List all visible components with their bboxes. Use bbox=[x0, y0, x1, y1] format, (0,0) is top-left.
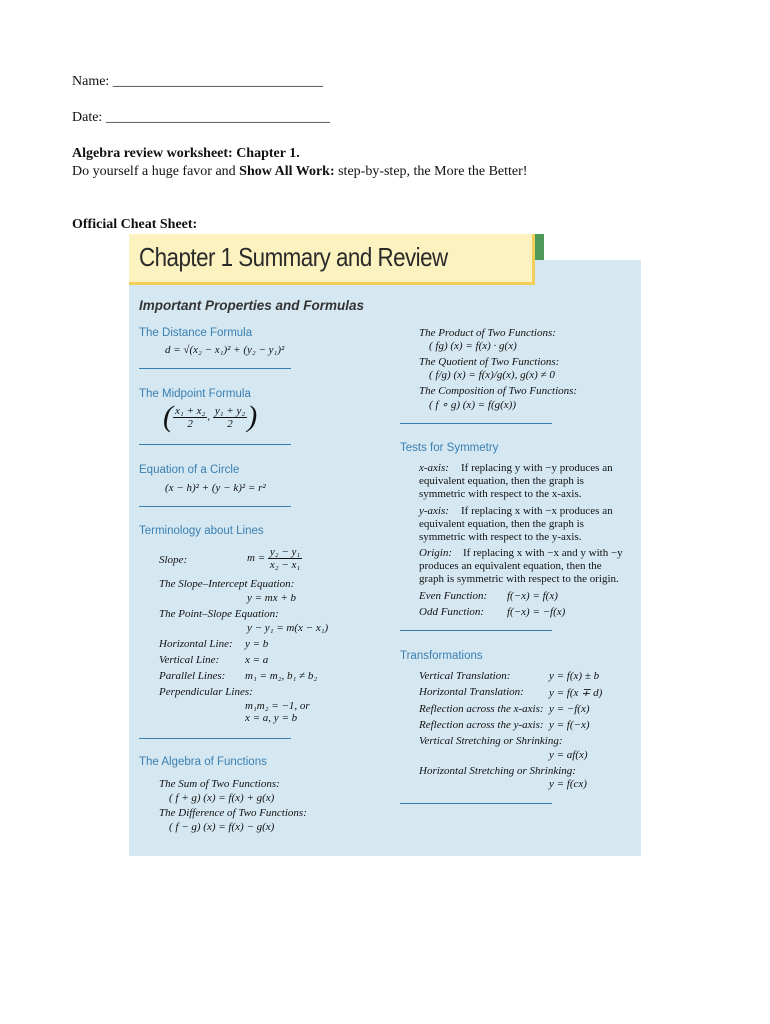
quotient-eq: ( f/g) (x) = f(x)/g(x), g(x) ≠ 0 bbox=[429, 369, 555, 381]
product-eq: ( fg) (x) = f(x) · g(x) bbox=[429, 340, 517, 352]
reflection-y-label: Reflection across the y-axis: bbox=[419, 719, 544, 731]
horizontal-translation-label: Horizontal Translation: bbox=[419, 686, 524, 698]
vertical-line-eq: x = a bbox=[245, 654, 269, 666]
slope-num: y₂ − y₁ bbox=[269, 546, 301, 558]
lines-heading: Terminology about Lines bbox=[139, 525, 264, 537]
divider bbox=[400, 803, 552, 804]
origin-text-1: If replacing x with −x and y with −y bbox=[463, 547, 623, 559]
x-axis-text-3: symmetric with respect to the x-axis. bbox=[419, 488, 582, 500]
vertical-line-label: Vertical Line: bbox=[159, 654, 220, 666]
difference-label: The Difference of Two Functions: bbox=[159, 807, 307, 819]
midpoint-heading: The Midpoint Formula bbox=[139, 388, 251, 400]
parallel-lines-label: Parallel Lines: bbox=[159, 670, 226, 682]
y-axis-text-2: equivalent equation, then the graph is bbox=[419, 518, 584, 530]
horizontal-stretch-label: Horizontal Stretching or Shrinking: bbox=[419, 765, 576, 777]
y-axis-text-3: symmetric with respect to the y-axis. bbox=[419, 531, 582, 543]
x-axis-text-2: equivalent equation, then the graph is bbox=[419, 475, 584, 487]
horizontal-stretch-eq: y = f(cx) bbox=[549, 778, 587, 790]
perpendicular-lines-eq2: x = a, y = b bbox=[245, 712, 298, 724]
instruction-line bbox=[72, 164, 527, 180]
cheat-sheet-label: Official Cheat Sheet: bbox=[72, 217, 198, 232]
divider bbox=[400, 423, 552, 424]
name-blank[interactable]: ______________________________ bbox=[112, 74, 323, 89]
midpoint-den-x: 2 bbox=[187, 417, 193, 430]
perpendicular-lines-eq1: m₁m₂ = −1, or bbox=[245, 700, 310, 712]
reflection-y-eq: y = f(−x) bbox=[549, 719, 590, 731]
origin-text-3: graph is symmetric with respect to the origin. bbox=[419, 573, 619, 585]
composition-eq: ( f ∘ g) (x) = f(g(x)) bbox=[429, 399, 516, 411]
algebra-heading: The Algebra of Functions bbox=[139, 756, 267, 768]
horizontal-translation-eq: y = f(x ∓ d) bbox=[549, 687, 603, 699]
vertical-stretch-label: Vertical Stretching or Shrinking: bbox=[419, 735, 563, 747]
worksheet-title: Algebra review worksheet: Chapter 1. bbox=[72, 146, 300, 161]
x-axis-text-1: If replacing y with −y produces an bbox=[461, 462, 613, 474]
distance-heading: The Distance Formula bbox=[139, 327, 253, 339]
midpoint-num-x: x₁ + x₂ bbox=[175, 404, 206, 417]
odd-function-eq: f(−x) = −f(x) bbox=[507, 606, 566, 618]
parallel-lines-eq: m₁ = m₂, b₁ ≠ b₂ bbox=[245, 670, 318, 682]
slope-formula bbox=[247, 546, 302, 571]
section-subtitle: Important Properties and Formulas bbox=[139, 298, 365, 313]
slope-label: Slope: bbox=[159, 554, 188, 566]
point-slope-eq: y − y₁ = m(x − x₁) bbox=[247, 622, 329, 634]
divider bbox=[400, 630, 552, 631]
horizontal-line-eq: y = b bbox=[245, 638, 269, 650]
instruction-pre: Do yourself a huge favor and bbox=[72, 164, 240, 179]
even-function-label: Even Function: bbox=[419, 590, 488, 602]
horizontal-line-label: Horizontal Line: bbox=[159, 638, 233, 650]
date-label: Date: bbox=[72, 110, 103, 125]
origin-text-2: produces an equivalent equation, then the bbox=[419, 560, 602, 572]
slope-den: x₂ − x₁ bbox=[269, 559, 301, 571]
divider bbox=[139, 444, 291, 445]
name-label: Name: bbox=[72, 74, 110, 89]
odd-function-label: Odd Function: bbox=[419, 606, 485, 618]
date-blank[interactable]: ________________________________ bbox=[105, 110, 330, 125]
perpendicular-lines-label: Perpendicular Lines: bbox=[159, 686, 253, 698]
slope-intercept-label: The Slope–Intercept Equation: bbox=[159, 578, 295, 590]
divider bbox=[139, 368, 291, 369]
vertical-stretch-eq: y = af(x) bbox=[549, 749, 588, 761]
instruction-bold: Show All Work: bbox=[239, 164, 335, 179]
y-axis-label: y-axis: bbox=[419, 505, 449, 517]
midpoint-den-y: 2 bbox=[227, 417, 233, 430]
divider bbox=[139, 506, 291, 507]
slope-lhs: m = bbox=[247, 552, 266, 565]
origin-label: Origin: bbox=[419, 547, 452, 559]
slope-intercept-eq: y = mx + b bbox=[247, 592, 297, 604]
name-line bbox=[72, 74, 323, 90]
date-line bbox=[72, 110, 330, 126]
quotient-label: The Quotient of Two Functions: bbox=[419, 356, 560, 368]
circle-heading: Equation of a Circle bbox=[139, 464, 240, 476]
x-axis-label: x-axis: bbox=[419, 462, 449, 474]
divider bbox=[139, 738, 291, 739]
difference-eq: ( f − g) (x) = f(x) − g(x) bbox=[169, 821, 275, 833]
instruction-post: step-by-step, the More the Better! bbox=[334, 164, 528, 179]
reflection-x-eq: y = −f(x) bbox=[549, 703, 590, 715]
transformations-heading: Transformations bbox=[400, 650, 483, 662]
circle-formula: (x − h)² + (y − k)² = r² bbox=[165, 482, 266, 494]
cheat-sheet bbox=[129, 234, 641, 856]
chapter-title-box bbox=[129, 234, 535, 285]
composition-label: The Composition of Two Functions: bbox=[419, 385, 578, 397]
symmetry-heading: Tests for Symmetry bbox=[400, 442, 499, 454]
midpoint-num-y: y₁ + y₂ bbox=[214, 404, 246, 417]
midpoint-formula: ( $\frac{\text{x₁ + x₂}}{2}$ , $\frac{\text{y₁ + y₂}}{2}$ ) bbox=[163, 400, 258, 433]
chapter-title: Chapter 1 Summary and Review bbox=[139, 242, 448, 272]
sum-label: The Sum of Two Functions: bbox=[159, 778, 280, 790]
sum-eq: ( f + g) (x) = f(x) + g(x) bbox=[169, 792, 275, 804]
distance-formula: d = √(x₂ − x₁)² + (y₂ − y₁)² bbox=[165, 344, 285, 356]
vertical-translation-eq: y = f(x) ± b bbox=[549, 670, 600, 682]
y-axis-text-1: If replacing x with −x produces an bbox=[461, 505, 613, 517]
product-label: The Product of Two Functions: bbox=[419, 327, 556, 339]
vertical-translation-label: Vertical Translation: bbox=[419, 670, 511, 682]
even-function-eq: f(−x) = f(x) bbox=[507, 590, 558, 602]
point-slope-label: The Point–Slope Equation: bbox=[159, 608, 279, 620]
reflection-x-label: Reflection across the x-axis: bbox=[419, 703, 544, 715]
